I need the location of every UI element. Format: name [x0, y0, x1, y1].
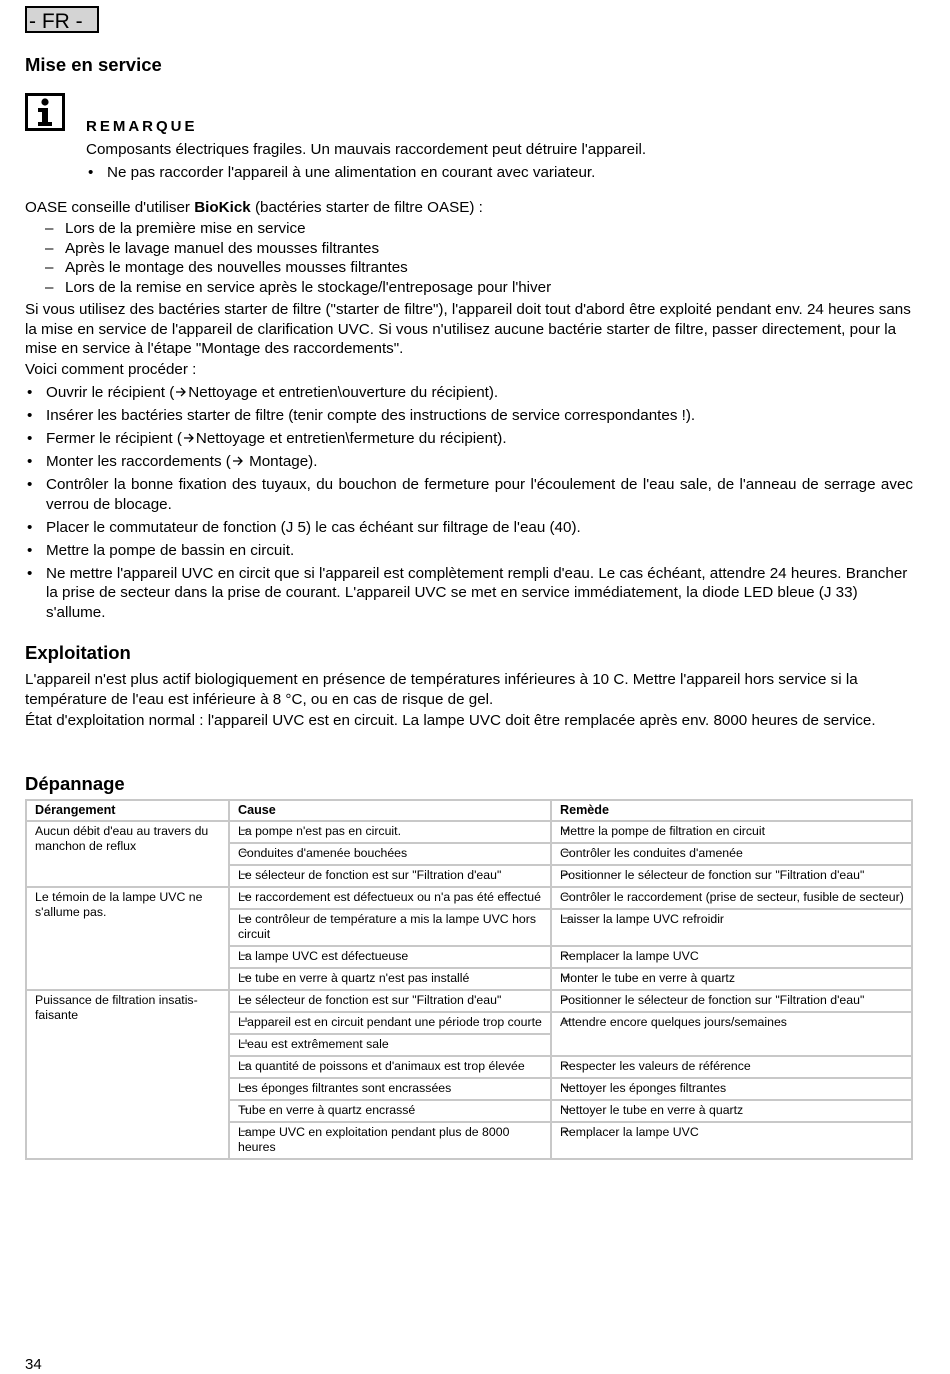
header-derangement: Dérangement — [27, 801, 228, 820]
biokick-bold: BioKick — [194, 199, 251, 216]
cause-cell: – La pompe n'est pas en circuit. — [230, 822, 550, 842]
list-item: • Monter les raccordements ( Montage). — [25, 452, 913, 472]
troubleshooting-table — [25, 799, 913, 1160]
cause-cell: – Conduites d'amenée bouchées — [230, 844, 550, 864]
list-item: – Lors de la remise en service après le stockage/l'entreposage pour l'hiver — [45, 278, 905, 298]
page-number: 34 — [25, 1356, 42, 1373]
remedy-cell: – Respecter les valeurs de référence — [552, 1057, 911, 1077]
cause-cell: – Le raccordement est défectueux ou n'a pas été effectué — [230, 888, 550, 908]
fault-cell: Le témoin de la lampe UVC ne s'allume pas. — [27, 888, 228, 989]
remedy-cell: – Nettoyer les éponges filtrantes — [552, 1079, 911, 1099]
remedy-cell: – Positionner le sélecteur de fonction sur "Filtration d'eau" — [552, 991, 911, 1011]
remedy-cell: – Laisser la lampe UVC refroidir — [552, 910, 911, 945]
intro-pre: OASE conseille d'utiliser — [25, 199, 195, 216]
cause-cell: – Le tube en verre à quartz n'est pas installé — [230, 969, 550, 989]
table-header-row — [27, 801, 911, 820]
arrow-right-icon — [232, 455, 244, 467]
arrow-right-icon — [175, 386, 187, 398]
language-tag: - FR - — [25, 6, 99, 33]
cause-cell: – Le contrôleur de température a mis la lampe UVC hors circuit — [230, 910, 550, 945]
cause-cell: – Le sélecteur de fonction est sur "Filtration d'eau" — [230, 991, 550, 1011]
note-bullet: • Ne pas raccorder l'appareil à une alimentation en courant avec variateur. — [86, 163, 950, 183]
starter-paragraph: Si vous utilisez des bactéries starter de filtre ("starter de filtre"), l'appareil doit tout d'abord être exploité pendant env. 24 heures sans la mise en service de l'appareil de clarification UVC. Si vous n'utilisez aucune bactérie starter de filtre, passer directement, pour la mise en service à l'étape "Montage des raccordements". — [25, 301, 911, 357]
arrow-right-icon — [183, 432, 195, 444]
steps-list — [25, 383, 913, 622]
remedy-cell: – Remplacer la lampe UVC — [552, 1123, 911, 1158]
remedy-cell: – Contrôler les conduites d'amenée — [552, 844, 911, 864]
cause-cell: – Tube en verre à quartz encrassé — [230, 1101, 550, 1121]
cause-cell: – L'eau est extrêmement sale — [230, 1035, 550, 1055]
list-item: • Ouvrir le récipient ( Nettoyage et entretien\ouverture du récipient). — [25, 383, 913, 403]
remedy-cell: – Contrôler le raccordement (prise de secteur, fusible de secteur) — [552, 888, 911, 908]
section-title-depannage: Dépannage — [25, 773, 125, 794]
cause-cell: – Le sélecteur de fonction est sur "Filtration d'eau" — [230, 866, 550, 886]
procedure-intro: Voici comment procéder : — [25, 361, 197, 378]
list-item: • Mettre la pompe de bassin en circuit. — [25, 541, 913, 561]
list-item: • Insérer les bactéries starter de filtre (tenir compte des instructions de service correspondantes !). — [25, 406, 913, 426]
list-item: • Fermer le récipient ( Nettoyage et entretien\fermeture du récipient). — [25, 429, 913, 449]
table-row — [27, 822, 911, 842]
cause-cell: – Les éponges filtrantes sont encrassées — [230, 1079, 550, 1099]
remedy-cell: – Attendre encore quelques jours/semaines — [552, 1013, 911, 1055]
intro-post: (bactéries starter de filtre OASE) : — [250, 199, 483, 216]
cause-cell: – La quantité de poissons et d'animaux est trop élevée — [230, 1057, 550, 1077]
header-cause: Cause — [230, 801, 550, 820]
table-row — [27, 991, 911, 1011]
remedy-cell: – Mettre la pompe de filtration en circuit — [552, 822, 911, 842]
list-item: – Lors de la première mise en service — [45, 219, 905, 239]
list-item: • Placer le commutateur de fonction (J 5) le cas échéant sur filtrage de l'eau (40). — [25, 518, 913, 538]
note-text: Composants électriques fragiles. Un mauvais raccordement peut détruire l'appareil. — [86, 141, 647, 158]
section-title-mise-en-service: Mise en service — [25, 54, 162, 75]
cause-cell: – Lampe UVC en exploitation pendant plus de 8000 heures — [230, 1123, 550, 1158]
fault-cell: Puissance de filtration insatis-faisante — [27, 991, 228, 1158]
remedy-cell: – Monter le tube en verre à quartz — [552, 969, 911, 989]
remedy-cell: – Nettoyer le tube en verre à quartz — [552, 1101, 911, 1121]
exploitation-paragraph-1: L'appareil n'est plus actif biologiquement en présence de températures inférieures à 10 C. Mettre l'appareil hors service si la température de l'eau est inférieure à 8 °C, ou en cas de risque de gel. — [25, 671, 858, 708]
info-icon — [25, 93, 65, 131]
exploitation-paragraph-2: État d'exploitation normal : l'appareil UVC est en circuit. La lampe UVC doit être remplacée après env. 8000 heures de service. — [25, 712, 876, 729]
remedy-cell: – Positionner le sélecteur de fonction sur "Filtration d'eau" — [552, 866, 911, 886]
dash-list — [45, 219, 905, 297]
table-row — [27, 888, 911, 908]
remedy-cell: – Remplacer la lampe UVC — [552, 947, 911, 967]
list-item: • Ne mettre l'appareil UVC en circit que si l'appareil est complètement rempli d'eau. Le cas échéant, attendre 24 heures. Brancher la prise de secteur dans la prise de courant. L'appareil UVC se met en service immédiatement, la diode LED bleue (J 33) s'allume. — [25, 564, 913, 623]
header-remede: Remède — [552, 801, 911, 820]
cause-cell: – L'appareil est en circuit pendant une période trop courte — [230, 1013, 550, 1033]
list-item: – Après le lavage manuel des mousses filtrantes — [45, 239, 905, 259]
list-item: • Contrôler la bonne fixation des tuyaux, du bouchon de fermeture pour l'écoulement de l'eau sale, de l'anneau de serrage avec verrou de blocage. — [25, 475, 913, 514]
section-title-exploitation: Exploitation — [25, 642, 131, 663]
cause-cell: – La lampe UVC est défectueuse — [230, 947, 550, 967]
biokick-intro — [25, 198, 913, 218]
note-title: REMARQUE — [86, 118, 198, 135]
fault-cell: Aucun débit d'eau au travers du manchon de reflux — [27, 822, 228, 886]
list-item: – Après le montage des nouvelles mousses filtrantes — [45, 258, 905, 278]
